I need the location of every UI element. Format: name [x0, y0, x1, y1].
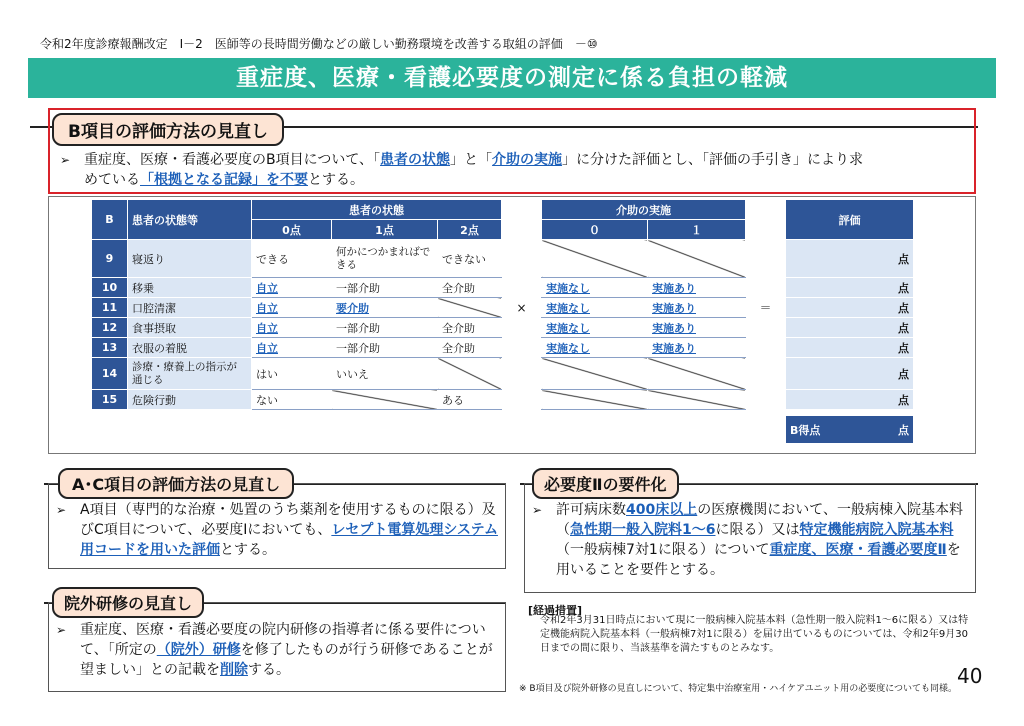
ac-section-bullet: ➢ A項目（専門的な治療・処置のうち薬剤を使用するものに限る）及びC項目について、必要度Ⅰにおいても、レセプト電算処理システム用コードを用いた評価とする。: [56, 502, 498, 558]
page-number: 40: [957, 664, 983, 688]
table-row: 10 移乗 自立 一部介助 全介助 実施なし 実施あり 点: [92, 278, 914, 298]
link-acute-general: 急性期一般入院料1～6: [570, 522, 716, 538]
transition-title: [経過措置]: [528, 604, 583, 617]
table-row: 12 食事摂取 自立 一部介助 全介助 実施なし 実施あり 点: [92, 318, 914, 338]
link-receipt-code: レセプト電算処理システム用コードを用いた評価: [80, 522, 498, 558]
link-care: 介助の実施: [492, 152, 563, 168]
table-row: 14 診療・療養上の指示が通じる はい いいえ 点: [92, 358, 914, 390]
slide-header: 令和2年度診療報酬改定 Ⅰ－2 医師等の長時間労働などの厳しい勤務環境を改善する取組の評価 －⑩: [40, 37, 598, 51]
ext-section-title: 院外研修の見直し: [52, 587, 204, 618]
table-total-row: B得点 点: [92, 416, 914, 444]
evaluation-table-box: [48, 196, 976, 454]
footnote: ※ B項目及び院外研修の見直しについて、特定集中治療室用・ハイケアユニット用の必要度についても同様。: [519, 684, 958, 694]
link-patient-state: 患者の状態: [380, 152, 451, 168]
link-delete: 削除: [220, 662, 248, 678]
b-section-bullet: ➢ 重症度、医療・看護必要度のB項目について、「患者の状態」と「介助の実施」に分けた評価とし、「評価の手引き」により求 めている「根拠となる記録」を不要とする。: [60, 152, 864, 188]
link-record: 「根拠となる記録」を不要: [140, 172, 308, 188]
ac-section-title: A･C項目の評価方法の見直し: [58, 468, 294, 499]
slide-title: 重症度、医療・看護必要度の測定に係る負担の軽減: [28, 58, 996, 98]
table-row: 15 危険行動 ない ある 点: [92, 390, 914, 410]
bullet-arrow-icon: ➢: [56, 503, 67, 517]
times-sign: ×: [516, 300, 527, 315]
bullet-arrow-icon: ➢: [532, 503, 543, 517]
ext-section-bullet: ➢ 重症度、医療・看護必要度の院内研修の指導者に係る要件について、「所定の（院外）研修を修了したものが行う研修であることが望ましい」との記載を削除する。: [56, 622, 493, 678]
link-400-beds: 400床以上: [626, 502, 698, 518]
bullet-arrow-icon: ➢: [60, 153, 71, 167]
link-necessity-2: 重症度、医療・看護必要度Ⅱ: [769, 542, 947, 558]
equals-sign: ＝: [759, 301, 772, 315]
bullet-arrow-icon: ➢: [56, 623, 67, 637]
b-section-title: B項目の評価方法の見直し: [52, 113, 284, 146]
link-external-training: （院外）研修: [156, 642, 241, 658]
req-section-bullet: ➢ 許可病床数400床以上の医療機関において、一般病棟入院基本料（急性期一般入院料1～6に限る）又は特定機能病院入院基本料（一般病棟7対1に限る）について重症度、医療・看護必要度Ⅱを用いることを要件とする。: [532, 502, 963, 578]
table-row: 11 口腔清潔 自立 要介助 × 実施なし 実施あり ＝ 点: [92, 298, 914, 318]
table-row: 13 衣服の着脱 自立 一部介助 全介助 実施なし 実施あり 点: [92, 338, 914, 358]
link-special-function: 特定機能病院入院基本料: [799, 522, 954, 538]
table-row: 9 寝返り できる 何かにつかまればできる できない 点: [92, 240, 914, 278]
evaluation-table: B 患者の状態等 患者の状態 介助の実施 評価 0点 1点 2点 ０ １ 9 寝返り できる 何かにつかまればできる できない 点 10 移乗 自立 一部介助 全介助 実施なし 実施あり 点 11 口腔清潔 自立 要介助 × 実施なし 実施あり ＝ 点 12 食事摂取 自立 一部介助 全介助 実施なし 実施あり 点 13 衣服の着脱 自立 一部介助 全介助 実施なし 実施あり 点 14 診療・療養上の指示が通じる はい いいえ 点 15 危険行動 ない ある 点 B得点 点: [91, 199, 914, 444]
req-section-title: 必要度Ⅱの要件化: [532, 468, 679, 499]
transition-body: 令和2年3月31日時点において現に一般病棟入院基本料（急性期一般入院料1～6に限る）又は特定機能病院入院基本料（一般病棟7対1に限る）を届け出ているものについては、令和2年9月30日までの間に限り、当該基準を満たすものとみなす。: [540, 615, 969, 654]
